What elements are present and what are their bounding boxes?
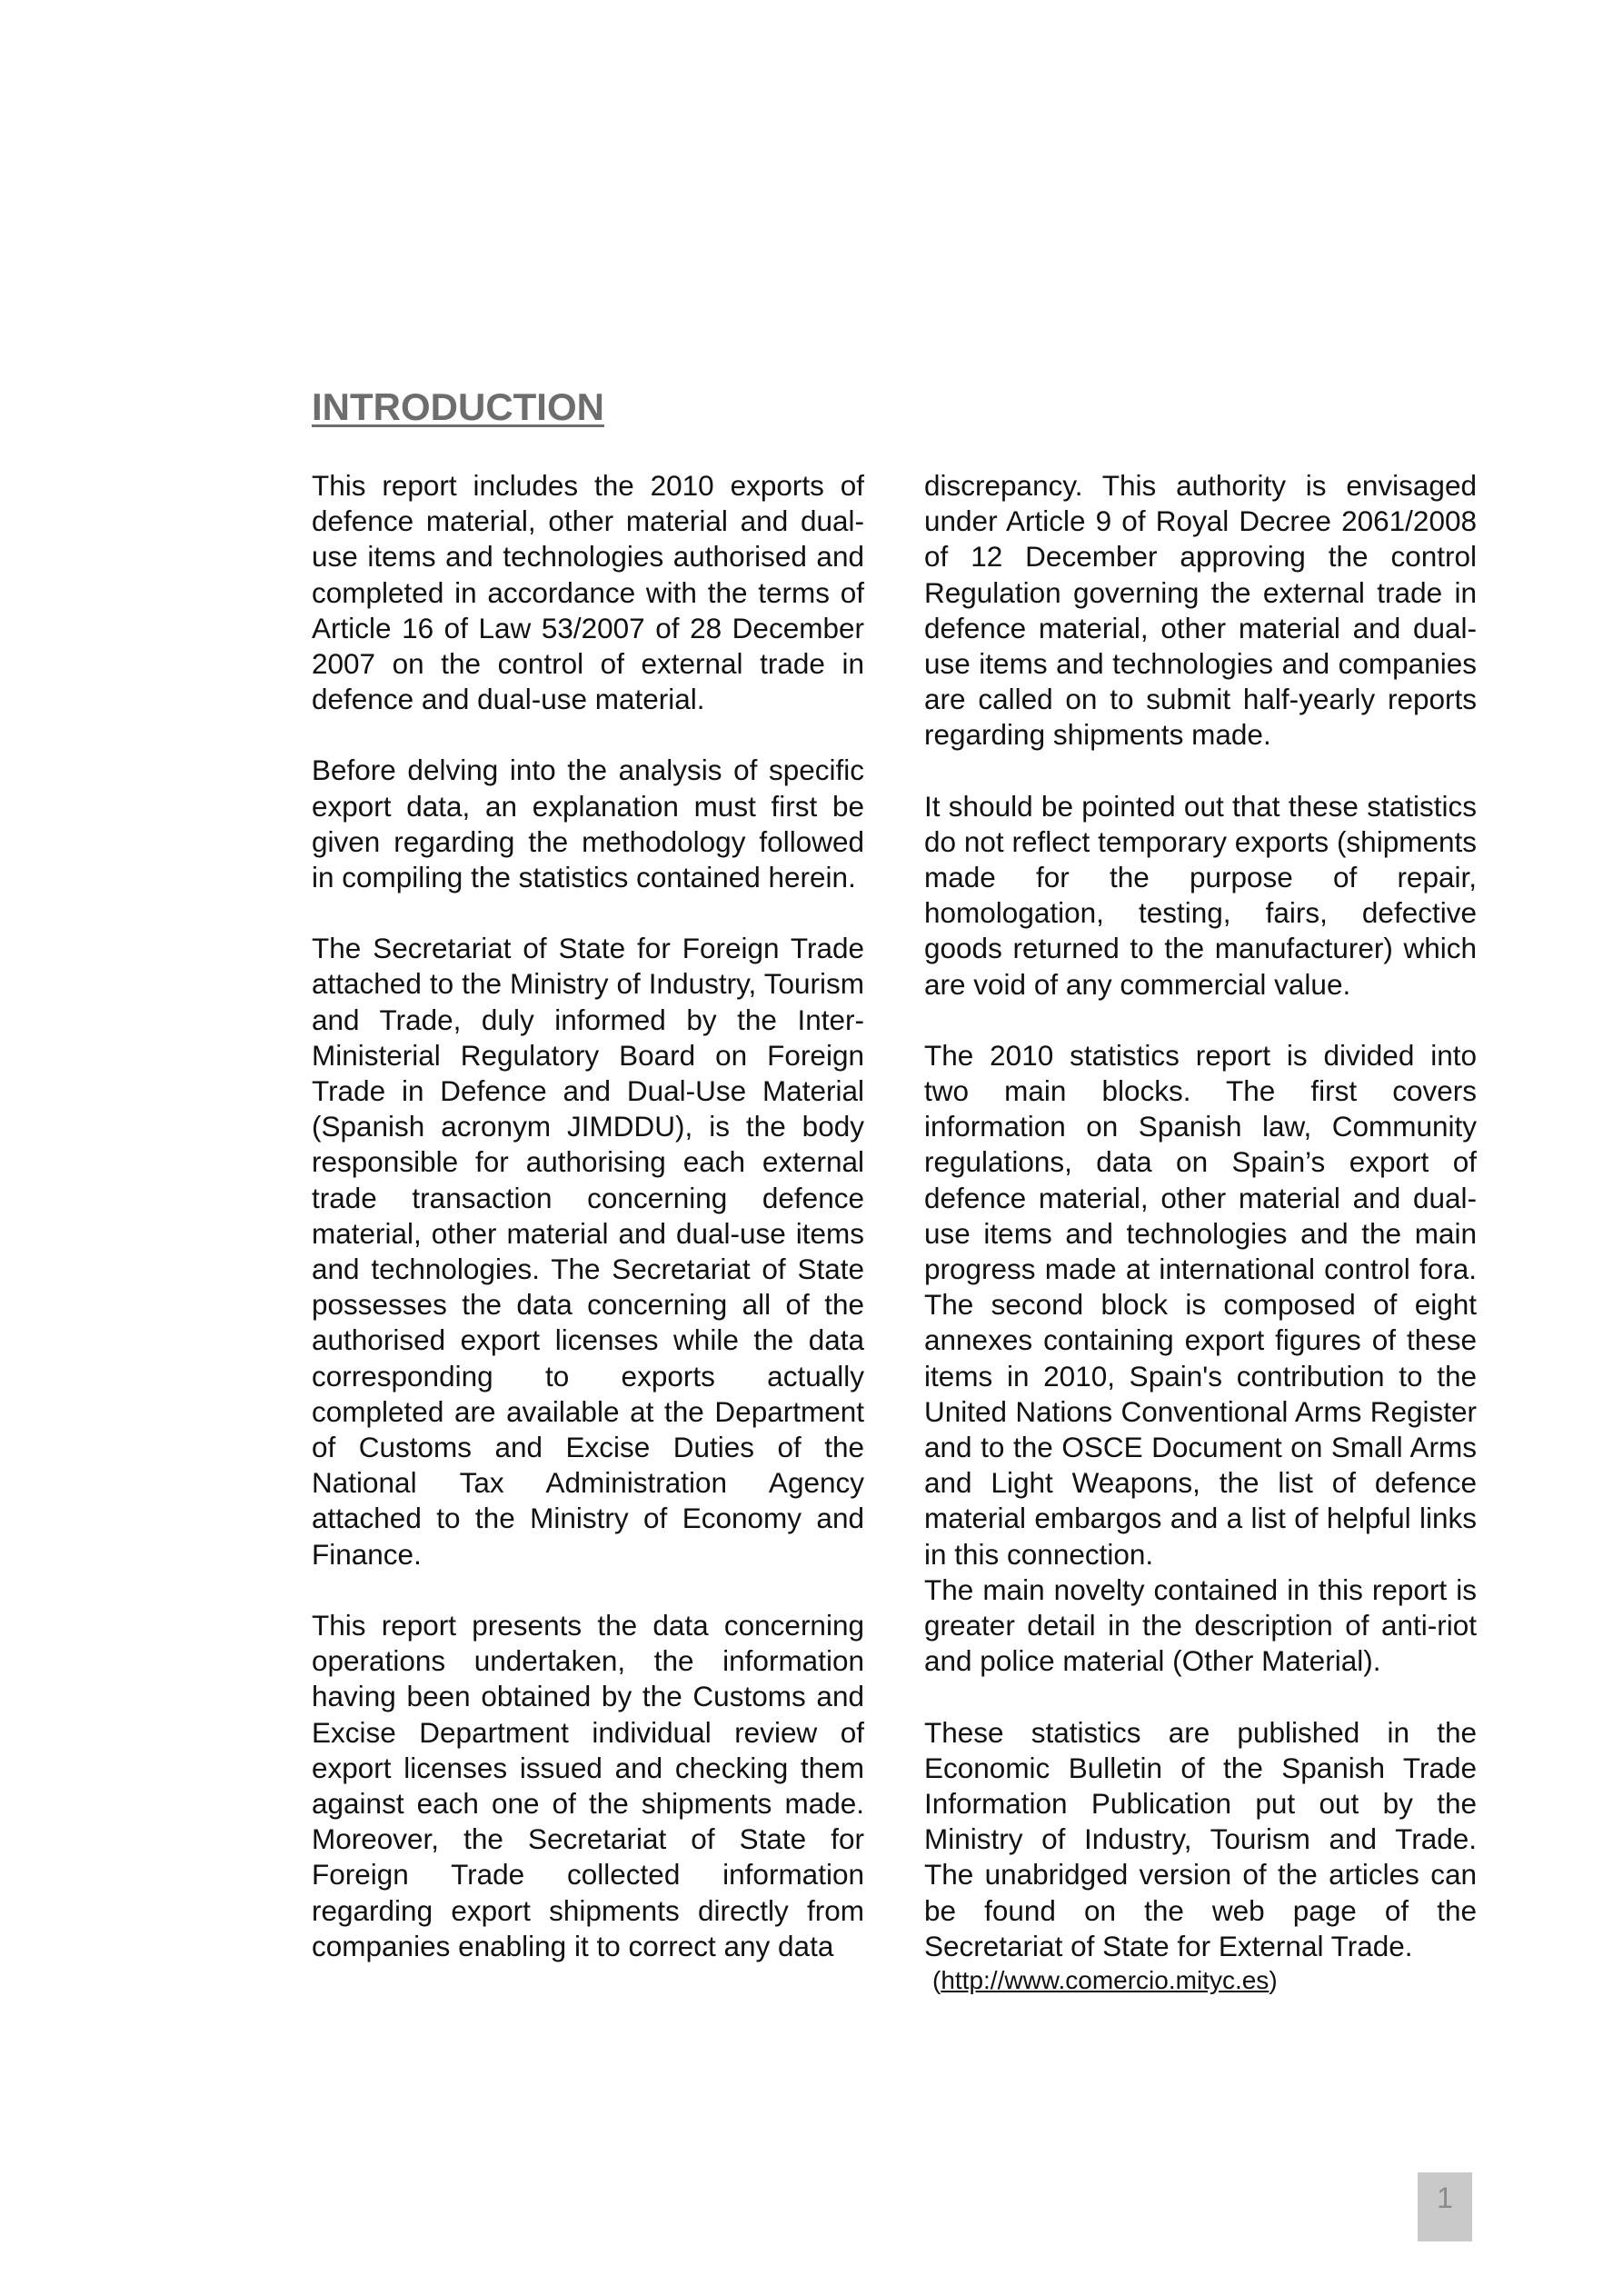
page-number: 1 [1418,2172,1472,2241]
paragraph-secretariat: The Secretariat of State for Foreign Trade attached to the Ministry of Industry, Tourism and Trade, duly informed by the Inter-Ministerial Regulatory Board on Foreign Trade in Defence and Dual-Use Material (Spanish acronym JIMDDU), is the body responsible for authorising each external trade transaction concerning defence material, other material and dual-use items and technologies. The Secretariat of State possesses the data concerning all of the authorised export licenses while the data corresponding to exports actually completed are available at the Department of Customs and Excise Duties of the National Tax Administration Agency attached to the Ministry of Economy and Finance. [312,932,864,1571]
left-column [312,468,864,1964]
paragraph-temporary-exports: It should be pointed out that these statistics do not reflect temporary exports (shipments made for the purpose of repair, homologation, testing, fairs, defective goods returned to the manufacturer) which are void of any commercial value. [924,789,1477,1001]
paragraph-novelty: The main novelty contained in this report is greater detail in the description of anti-riot and police material (Other Material). [924,1572,1477,1678]
right-column [924,468,1477,1997]
paragraph-methodology: Before delving into the analysis of specific export data, an explanation must first be given regarding the methodology followed in compiling the statistics contained herein. [312,754,864,894]
link-open-paren: ( [932,1965,941,1994]
paragraph-publication: These statistics are published in the Economic Bulletin of the Spanish Trade Information Publication put out by the Ministry of Industry, Tourism and Trade. The unabridged version of the articles can be found on the web page of the Secretariat of State for External Trade. [924,1715,1477,1962]
link-close-paren: ) [1269,1965,1278,1994]
link-line [924,1964,1477,1997]
website-link[interactable]: http://www.comercio.mityc.es [941,1965,1270,1994]
paragraph-data-sources: This report presents the data concerning operations undertaken, the information having been obtained by the Customs and Excise Department individual review of export licenses issued and checking them against each one of the shipments made. Moreover, the Secretariat of State for Foreign Trade collected information regarding export shipments directly from companies enabling it to correct any data [312,1608,864,1962]
paragraph-discrepancy: discrepancy. This authority is envisaged under Article 9 of Royal Decree 2061/2008 of 12 December approving the control Regulation governing the external trade in defence material, other material and dual-use items and technologies and companies are called on to submit half-yearly reports regarding shipments made. [924,469,1477,752]
page-title: INTRODUCTION [312,385,604,428]
paragraph-report-structure: The 2010 statistics report is divided into two main blocks. The first covers information on Spanish law, Community regulations, data on Spain’s export of defence material, other material and dual-use items and technologies and the main progress made at international control fora. The second block is composed of eight annexes containing export figures of these items in 2010, Spain's contribution to the United Nations Conventional Arms Register and to the OSCE Document on Small Arms and Light Weapons, the list of defence material embargos and a list of helpful links in this connection. [924,1038,1477,1571]
paragraph-intro: This report includes the 2010 exports of defence material, other material and dual-use items and technologies authorised and completed in accordance with the terms of Article 16 of Law 53/2007 of 28 December 2007 on the control of external trade in defence and dual-use material. [312,469,864,716]
